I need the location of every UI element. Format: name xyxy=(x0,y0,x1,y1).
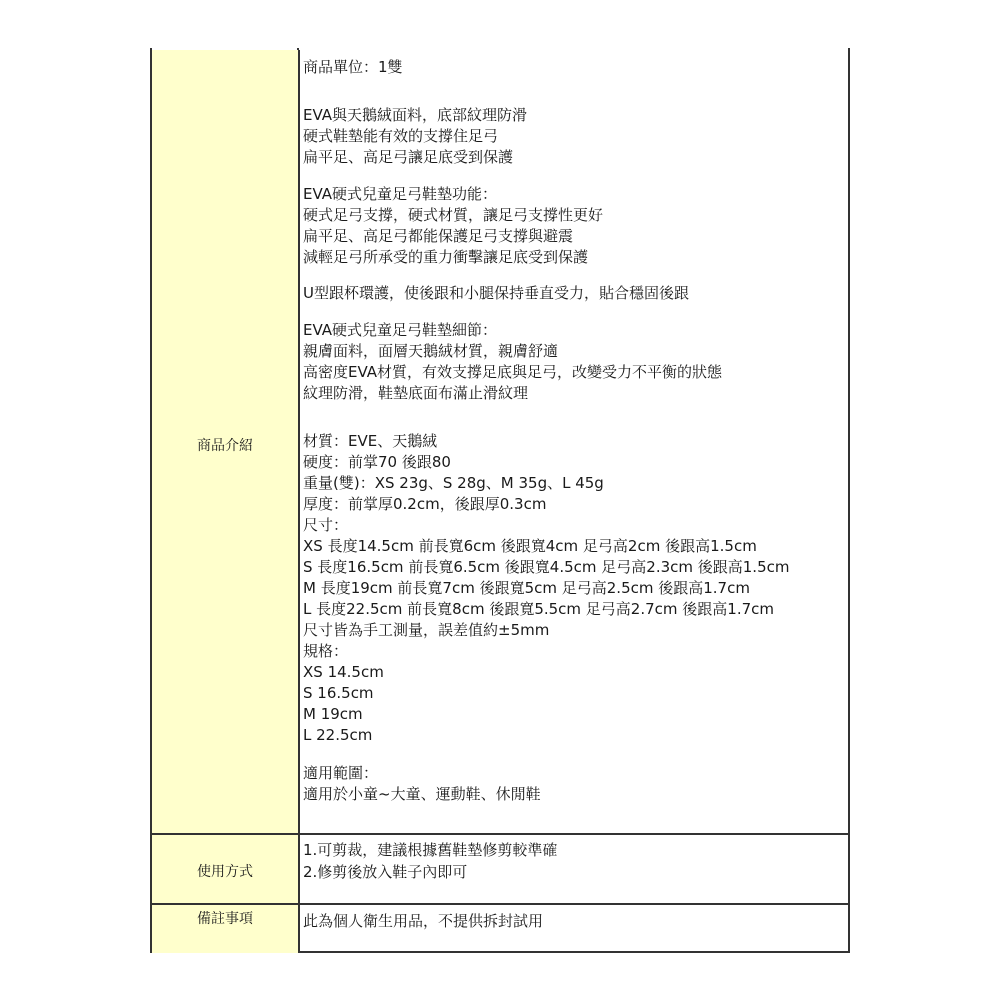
table-row-notes xyxy=(152,903,848,953)
intro-text-line: EVA硬式兒童足弓鞋墊細節： xyxy=(303,321,498,339)
intro-text-line: 商品單位：1雙 xyxy=(303,58,403,76)
intro-text-line: 硬度：前掌70 後跟80 xyxy=(303,453,451,471)
intro-label-cell xyxy=(152,50,300,833)
intro-text-line: 硬式足弓支撐，硬式材質，讓足弓支撐性更好 xyxy=(303,206,604,224)
notes-label: 備註事項 xyxy=(197,911,253,927)
intro-text-line: S 16.5cm xyxy=(303,684,374,702)
intro-text-line: M 19cm xyxy=(303,705,363,723)
intro-text-line: U型跟杯環護，使後跟和小腿保持垂直受力，貼合穩固後跟 xyxy=(303,284,689,302)
table-row-intro xyxy=(152,50,848,833)
notes-content-cell xyxy=(300,905,848,953)
intro-text-line: 重量(雙)：XS 23g、S 28g、M 35g、L 45g xyxy=(303,474,604,492)
intro-text-line: 適用範圍： xyxy=(303,764,379,782)
intro-text-line: 減輕足弓所承受的重力衝擊讓足底受到保護 xyxy=(303,248,589,266)
intro-text-line: 硬式鞋墊能有效的支撐住足弓 xyxy=(303,127,499,145)
intro-text-line: 尺寸皆為手工測量，誤差值約±5mm xyxy=(303,621,550,639)
intro-text-line: 親膚面料，面層天鵝絨材質，親膚舒適 xyxy=(303,342,559,360)
intro-text-line: 尺寸： xyxy=(303,516,349,534)
intro-text-line: L 22.5cm xyxy=(303,726,373,744)
intro-content-cell xyxy=(300,50,848,833)
intro-text-line: 紋理防滑，鞋墊底面布滿止滑紋理 xyxy=(303,384,529,402)
intro-text-line: EVA與天鵝絨面料，底部紋理防滑 xyxy=(303,106,528,124)
usage-label: 使用方式 xyxy=(197,864,253,880)
notes-label-cell xyxy=(152,905,300,953)
notes-text-line: 此為個人衛生用品，不提供拆封試用 xyxy=(303,912,544,930)
intro-text-line: 扁平足、高足弓都能保護足弓支撐與避震 xyxy=(303,227,574,245)
intro-text-line: L 長度22.5cm 前長寬8cm 後跟寬5.5cm 足弓高2.7cm 後跟高1.7cm xyxy=(303,600,774,618)
intro-text-line: EVA硬式兒童足弓鞋墊功能： xyxy=(303,185,498,203)
intro-text-line: 材質：EVE、天鵝絨 xyxy=(303,432,438,450)
intro-text-line: S 長度16.5cm 前長寬6.5cm 後跟寬4.5cm 足弓高2.3cm 後跟高1.5cm xyxy=(303,558,790,576)
usage-text-line: 2.修剪後放入鞋子內即可 xyxy=(303,863,468,881)
usage-content-cell xyxy=(300,835,848,905)
intro-text-line: 規格： xyxy=(303,642,349,660)
intro-text-line: 適用於小童~大童、運動鞋、休閒鞋 xyxy=(303,785,541,803)
intro-text-line: XS 14.5cm xyxy=(303,663,384,681)
intro-text-line: 厚度：前掌厚0.2cm，後跟厚0.3cm xyxy=(303,495,547,513)
intro-text-line: 高密度EVA材質，有效支撐足底與足弓，改變受力不平衡的狀態 xyxy=(303,363,723,381)
intro-text-line: XS 長度14.5cm 前長寬6cm 後跟寬4cm 足弓高2cm 後跟高1.5cm xyxy=(303,537,757,555)
product-spec-table xyxy=(150,50,850,953)
intro-text-line: M 長度19cm 前長寬7cm 後跟寬5cm 足弓高2.5cm 後跟高1.7cm xyxy=(303,579,750,597)
intro-text-line: 扁平足、高足弓讓足底受到保護 xyxy=(303,148,514,166)
usage-text-line: 1.可剪裁，建議根據舊鞋墊修剪較準確 xyxy=(303,841,558,859)
table-row-usage xyxy=(152,833,848,905)
usage-label-cell xyxy=(152,835,300,905)
intro-label: 商品介紹 xyxy=(197,438,253,454)
